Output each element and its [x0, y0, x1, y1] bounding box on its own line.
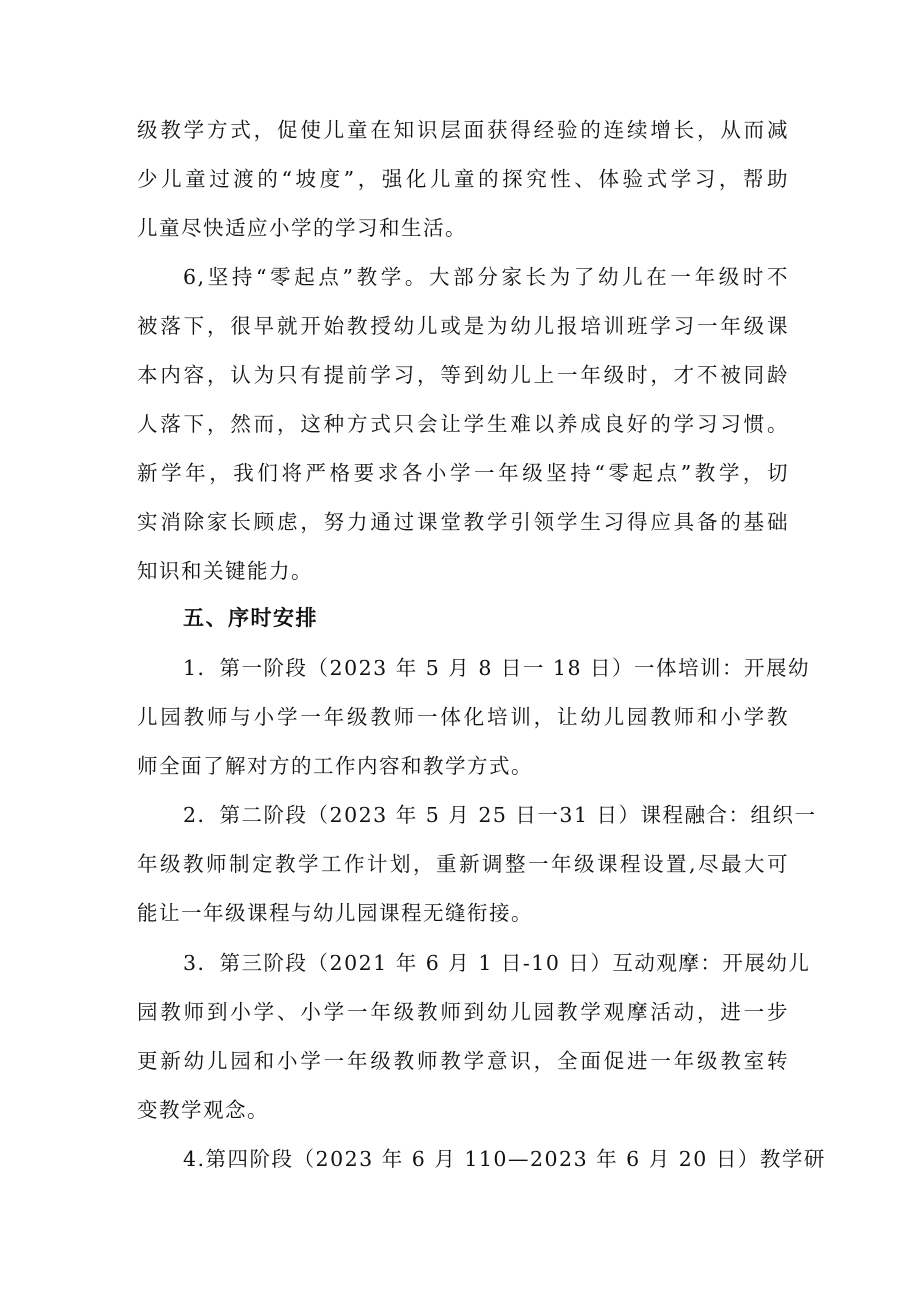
text-line: 4.第四阶段（2023 年 6 月 110—2023 年 6 月 20 日）教学研	[183, 1147, 826, 1171]
text-line: 本内容，认为只有提前学习，等到幼儿上一年级时，才不被同龄	[137, 363, 789, 387]
text-line: 更新幼儿园和小学一年级教师教学意识，全面促进一年级教室转	[137, 1049, 789, 1073]
text-line: 能让一年级课程与幼儿园课程无缝衔接。	[137, 901, 533, 925]
text-line: 知识和关键能力。	[137, 559, 313, 583]
text-line: 儿园教师与小学一年级教师一体化培训，让幼儿园教师和小学教	[137, 705, 789, 729]
text-line: 级教学方式，促使儿童在知识层面获得经验的连续增长，从而减	[137, 118, 789, 142]
text-line: 少儿童过渡的“坡度”，强化儿童的探究性、体验式学习，帮助	[137, 167, 789, 191]
text-line: 实消除家长顾虑，努力通过课堂教学引领学生习得应具备的基础	[137, 510, 789, 534]
text-line: 年级教师制定教学工作计划，重新调整一年级课程设置,尽最大可	[137, 852, 789, 876]
text-line: 变教学观念。	[137, 1098, 269, 1122]
section-heading: 五、序时安排	[183, 606, 318, 630]
text-line: 园教师到小学、小学一年级教师到幼儿园教学观摩活动，进一步	[137, 1000, 789, 1024]
text-line: 被落下，很早就开始教授幼儿或是为幼儿报培训班学习一年级课	[137, 314, 789, 338]
text-line: 师全面了解对方的工作内容和教学方式。	[137, 754, 533, 778]
text-line: 人落下，然而，这种方式只会让学生难以养成良好的学习习惯。	[137, 412, 789, 436]
text-line: 3．第三阶段（2021 年 6 月 1 日-10 日）互动观摩：开展幼儿	[183, 951, 811, 975]
text-line: 1．第一阶段（2023 年 5 月 8 日一 18 日）一体培训：开展幼	[183, 656, 810, 680]
text-line: 6,坚持“零起点”教学。大部分家长为了幼儿在一年级时不	[183, 265, 789, 289]
text-line: 儿童尽快适应小学的学习和生活。	[137, 216, 467, 240]
text-line: 2．第二阶段（2023 年 5 月 25 日一31 日）课程融合：组织一	[183, 803, 817, 827]
text-line: 新学年，我们将严格要求各小学一年级坚持“零起点”教学，切	[137, 461, 789, 485]
